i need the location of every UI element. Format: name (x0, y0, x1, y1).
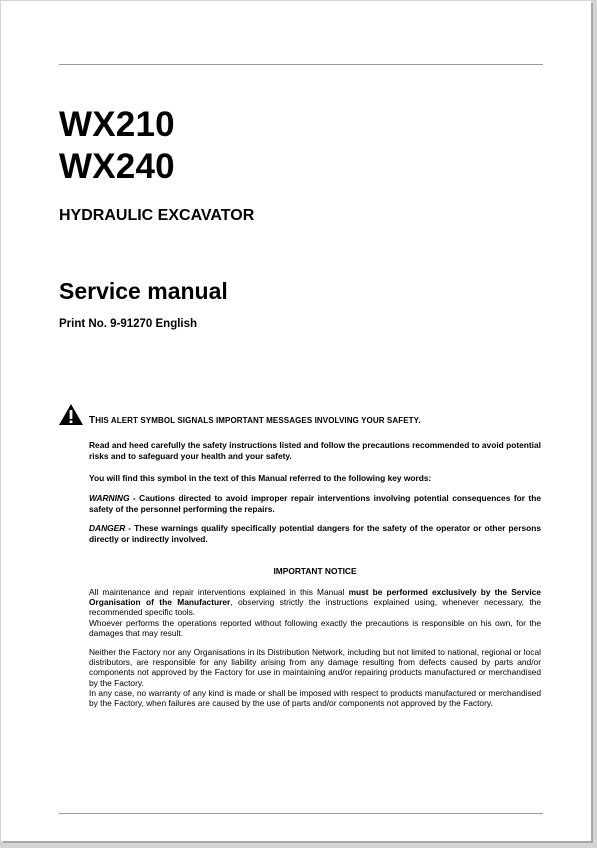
print-number: Print No. 9-91270 English (59, 318, 198, 330)
notice-p1-c: , observing strictly the instructions explained using, whenever necessary, the recommended specific tools. (89, 597, 541, 618)
notice-p1-a: All maintenance and repair interventions explained in this Manual (89, 587, 349, 597)
notice-paragraph-2 (89, 647, 541, 708)
document-page (1, 1, 591, 841)
manual-title: Service manual (59, 278, 228, 304)
notice-paragraph-1 (89, 587, 541, 638)
notice-p2-b: In any case, no warranty of any kind is made or shall be imposed with respect to products manufactured or merchandised by the Factory, when failures are caused by the use of parts and/or components not approved by the Factory. (89, 687, 541, 709)
symbol-paragraph: You will find this symbol in the text of this Manual referred to the following key words: (89, 473, 432, 483)
machine-subtitle: HYDRAULIC EXCAVATOR (59, 207, 255, 224)
warning-triangle-icon (59, 404, 83, 425)
danger-text: - These warnings qualify specifically potential dangers for the safety of the operator or other persons directly or indirectly involved. (89, 523, 541, 544)
read-heed-paragraph: Read and heed carefully the safety instructions listed and follow the precautions recommended to avoid potential risks and to safeguard your health and your safety. (89, 440, 541, 461)
model-title-2: WX240 (59, 147, 175, 186)
notice-p1-bold: must be performed exclusively by the Service Organisation of the Manufacturer (89, 587, 541, 608)
warning-text: - Cautions directed to avoid improper repair interventions involving potential consequences for the safety of the personnel performing the repairs. (89, 493, 541, 514)
alert-rest: HIS ALERT SYMBOL SIGNALS IMPORTANT MESSAGES INVOLVING YOUR SAFETY. (95, 416, 421, 425)
notice-p1-d: Whoever performs the operations reported without following exactly the precautions is responsible on his own, for the damages that may result. (89, 617, 541, 638)
warning-label: WARNING (89, 493, 130, 503)
notice-p2-a: Neither the Factory nor any Organisations in its Distribution Network, including but not limited to national, regional or local distributors, are responsible for any liability arising from any damage resulting from defects caused by parts and/or components not approved by the Factory for use in maintaining and/or repairing products manufactured or merchandised by the Factory. (89, 647, 541, 688)
bottom-rule (59, 813, 543, 814)
safety-alert-heading (89, 415, 421, 426)
alert-initial: T (89, 415, 96, 426)
warning-paragraph (89, 493, 541, 514)
danger-label: DANGER (89, 523, 126, 533)
top-rule (59, 64, 543, 65)
important-notice-title: IMPORTANT NOTICE (273, 566, 357, 576)
danger-paragraph (89, 523, 541, 544)
model-title-1: WX210 (59, 105, 175, 144)
